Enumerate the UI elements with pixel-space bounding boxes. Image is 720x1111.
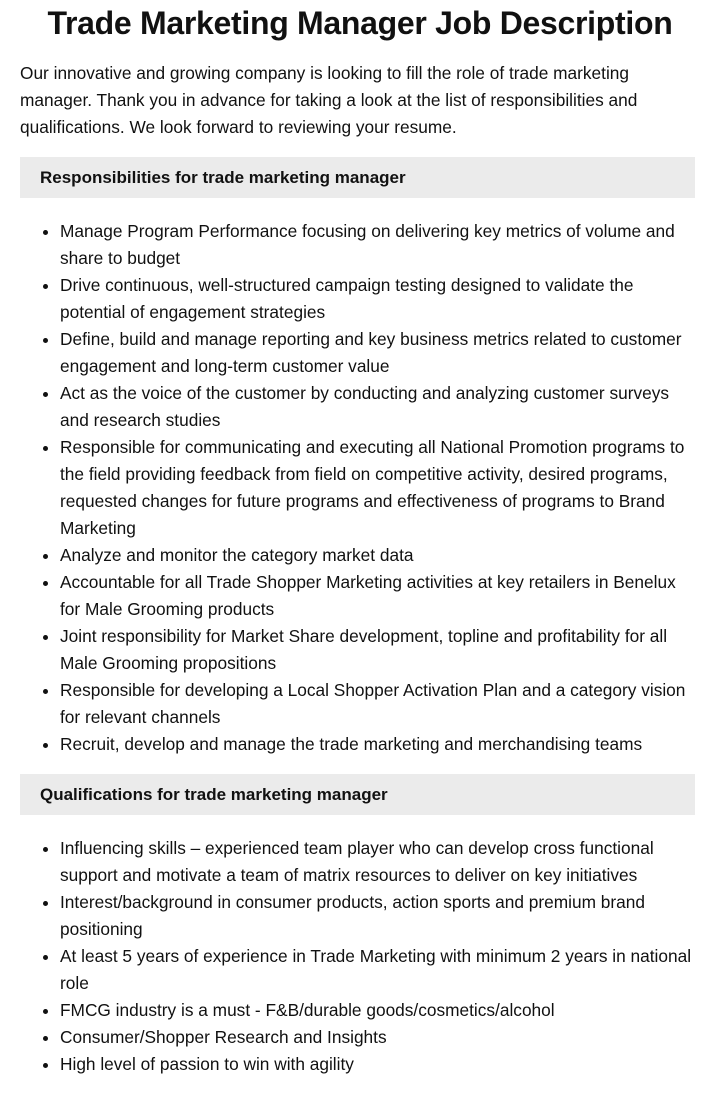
qualifications-heading: Qualifications for trade marketing manager xyxy=(20,774,695,815)
page-title: Trade Marketing Manager Job Description xyxy=(47,5,673,41)
list-item: • Define, build and manage reporting and key business metrics related to customer engagement and long-term customer value xyxy=(60,326,700,380)
responsibilities-list xyxy=(0,218,700,758)
list-item: • Joint responsibility for Market Share development, topline and profitability for all Male Grooming propositions xyxy=(60,623,700,677)
list-item: • FMCG industry is a must - F&B/durable goods/cosmetics/alcohol xyxy=(60,997,700,1024)
list-item: • Analyze and monitor the category market data xyxy=(60,542,700,569)
list-item: • Consumer/Shopper Research and Insights xyxy=(60,1024,700,1051)
list-item: • Accountable for all Trade Shopper Marketing activities at key retailers in Benelux for Male Grooming products xyxy=(60,569,700,623)
list-item: • Influencing skills – experienced team player who can develop cross functional support and motivate a team of matrix resources to deliver on key initiatives xyxy=(60,835,700,889)
list-item: • Act as the voice of the customer by conducting and analyzing customer surveys and research studies xyxy=(60,380,700,434)
qualifications-list xyxy=(0,835,700,1078)
list-item: • High level of passion to win with agility xyxy=(60,1051,700,1078)
responsibilities-heading: Responsibilities for trade marketing manager xyxy=(20,157,695,198)
list-item: • Drive continuous, well-structured campaign testing designed to validate the potential of engagement strategies xyxy=(60,272,700,326)
intro-paragraph: Our innovative and growing company is looking to fill the role of trade marketing manager. Thank you in advance for taking a look at the list of responsibilities and qualifications. We look forward to reviewing your resume. xyxy=(20,63,638,137)
list-item: • Recruit, develop and manage the trade marketing and merchandising teams xyxy=(60,731,700,758)
list-item: • At least 5 years of experience in Trade Marketing with minimum 2 years in national role xyxy=(60,943,700,997)
list-item: • Responsible for communicating and executing all National Promotion programs to the field providing feedback from field on competitive activity, desired programs, requested changes for future programs and effectiveness of programs to Brand Marketing xyxy=(60,434,700,542)
list-item: • Interest/background in consumer products, action sports and premium brand positioning xyxy=(60,889,700,943)
list-item: • Manage Program Performance focusing on delivering key metrics of volume and share to budget xyxy=(60,218,700,272)
list-item: • Responsible for developing a Local Shopper Activation Plan and a category vision for relevant channels xyxy=(60,677,700,731)
